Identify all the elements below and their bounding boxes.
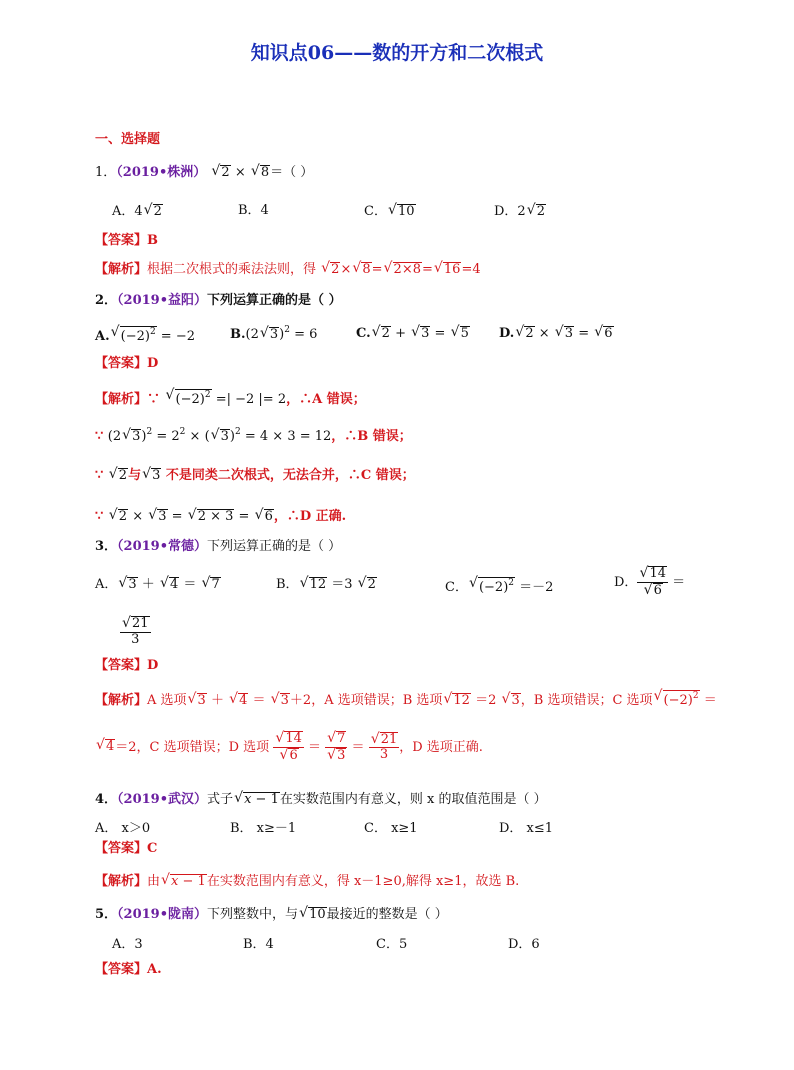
q2-answer: 【答案】D bbox=[95, 356, 159, 371]
q1-option-b: B．4 bbox=[238, 203, 269, 218]
q2-option-d: D.√ 2 × √ 3 = √ 6 bbox=[499, 326, 614, 342]
question-source: （2019•株洲） bbox=[116, 165, 207, 180]
q3-option-c: C．√ $(-2)^2 =-2$ bbox=[445, 577, 553, 596]
q2-option-a: A.√ $(-2)^2 = -2$ bbox=[95, 326, 195, 345]
question-4-stem: 4．（2019•武汉）式子√ x − 1在实数范围内有意义，则 x 的取值范围是（ ） bbox=[95, 792, 547, 808]
q4-option-d: D． x≤1 bbox=[499, 821, 554, 836]
q3-option-d-result: √ $\frac{21}{3}$ bbox=[120, 616, 151, 648]
q2-analysis-line-3: ∵ √ 2与√ 3 不是同类二次根式，无法合并，∴C 错误； bbox=[95, 468, 415, 484]
q5-answer: 【答案】A. bbox=[95, 962, 162, 977]
q4-analysis: 【解析】由√ x − 1在实数范围内有意义，得 x－1≥0,解得 x≥1，故选 B. bbox=[95, 874, 519, 890]
question-number: 1． bbox=[95, 165, 117, 180]
q4-answer: 【答案】C bbox=[95, 841, 158, 856]
q3-answer: 【答案】D bbox=[95, 658, 159, 673]
section-heading: 一、选择题 bbox=[95, 132, 161, 147]
q3-option-d: D． √ 14 √ 6 ＝ bbox=[614, 566, 685, 599]
q2-option-b: B.(2√ 3)$^2$ = 6 bbox=[230, 326, 317, 343]
q5-option-a: A．3 bbox=[112, 937, 143, 952]
q2-option-c: C.√ 2 + √ 3 = √ 5 bbox=[356, 326, 470, 342]
q5-option-b: B．4 bbox=[243, 937, 274, 952]
q4-option-a: A． x＞0 bbox=[95, 821, 151, 836]
q2-analysis-line-2: ∵ (2√ $3)^2 = 2^2$ × (√ 3)$^2$ = 4 × 3 = 12，∴B 错误； bbox=[95, 428, 412, 445]
q4-option-b: B． x≥－1 bbox=[230, 821, 297, 836]
question-3-stem: 3．（2019•常德）下列运算正确的是（ ） bbox=[95, 539, 342, 554]
question-5-stem: 5．（2019•陇南）下列整数中，与√ 10最接近的整数是（ ） bbox=[95, 907, 448, 923]
q1-option-d: D．2√ 2 bbox=[494, 204, 546, 220]
q5-option-d: D．6 bbox=[508, 937, 540, 952]
q2-analysis-line-1: 【解析】∵ √ $(-2)^2$ =| −2 |= 2，∴A 错误； bbox=[95, 389, 366, 408]
q2-analysis-line-4: ∵ √ 2 × √ 3 = √ 2 × 3 = √ 6，∴D 正确. bbox=[95, 509, 346, 525]
q3-option-a: A．√ 3 ＋ √ 4 ＝ √ 7 bbox=[95, 577, 221, 593]
q1-option-c: C．√ 10 bbox=[364, 204, 416, 220]
q1-option-a: A．4√ 2 bbox=[112, 204, 163, 220]
q5-option-c: C．5 bbox=[376, 937, 408, 952]
q4-option-c: C． x≥1 bbox=[364, 821, 418, 836]
q3-analysis-line-2: √ 4＝2，C 选项错误；D 选项 √ 14 √ 6 ＝ √ 7 √ 3 ＝ √ $\frac{21}{3}$ ，D 选项正确. bbox=[95, 731, 483, 764]
question-1-stem: 1．（2019•株洲） √ 2 × √ 8＝（ ） bbox=[95, 165, 313, 181]
q1-analysis: 【解析】根据二次根式的乘法法则，得 √ 2×√ 8=√ 2×8=√ 16=4 bbox=[95, 262, 481, 278]
question-2-stem: 2．（2019•益阳）下列运算正确的是（ ） bbox=[95, 293, 342, 308]
page-title: 知识点06——数的开方和二次根式 bbox=[250, 42, 544, 64]
q1-answer: 【答案】B bbox=[95, 233, 159, 248]
q3-option-b: B．√ 12 ＝3 √ 2 bbox=[276, 577, 377, 593]
q3-analysis-line-1: 【解析】A 选项√ 3 ＋ √ 4 ＝ √ 3＋2，A 选项错误；B 选项√ 12 ＝2 √ 3，B 选项错误；C 选项√ $(-2)^2$ ＝ bbox=[95, 690, 717, 709]
